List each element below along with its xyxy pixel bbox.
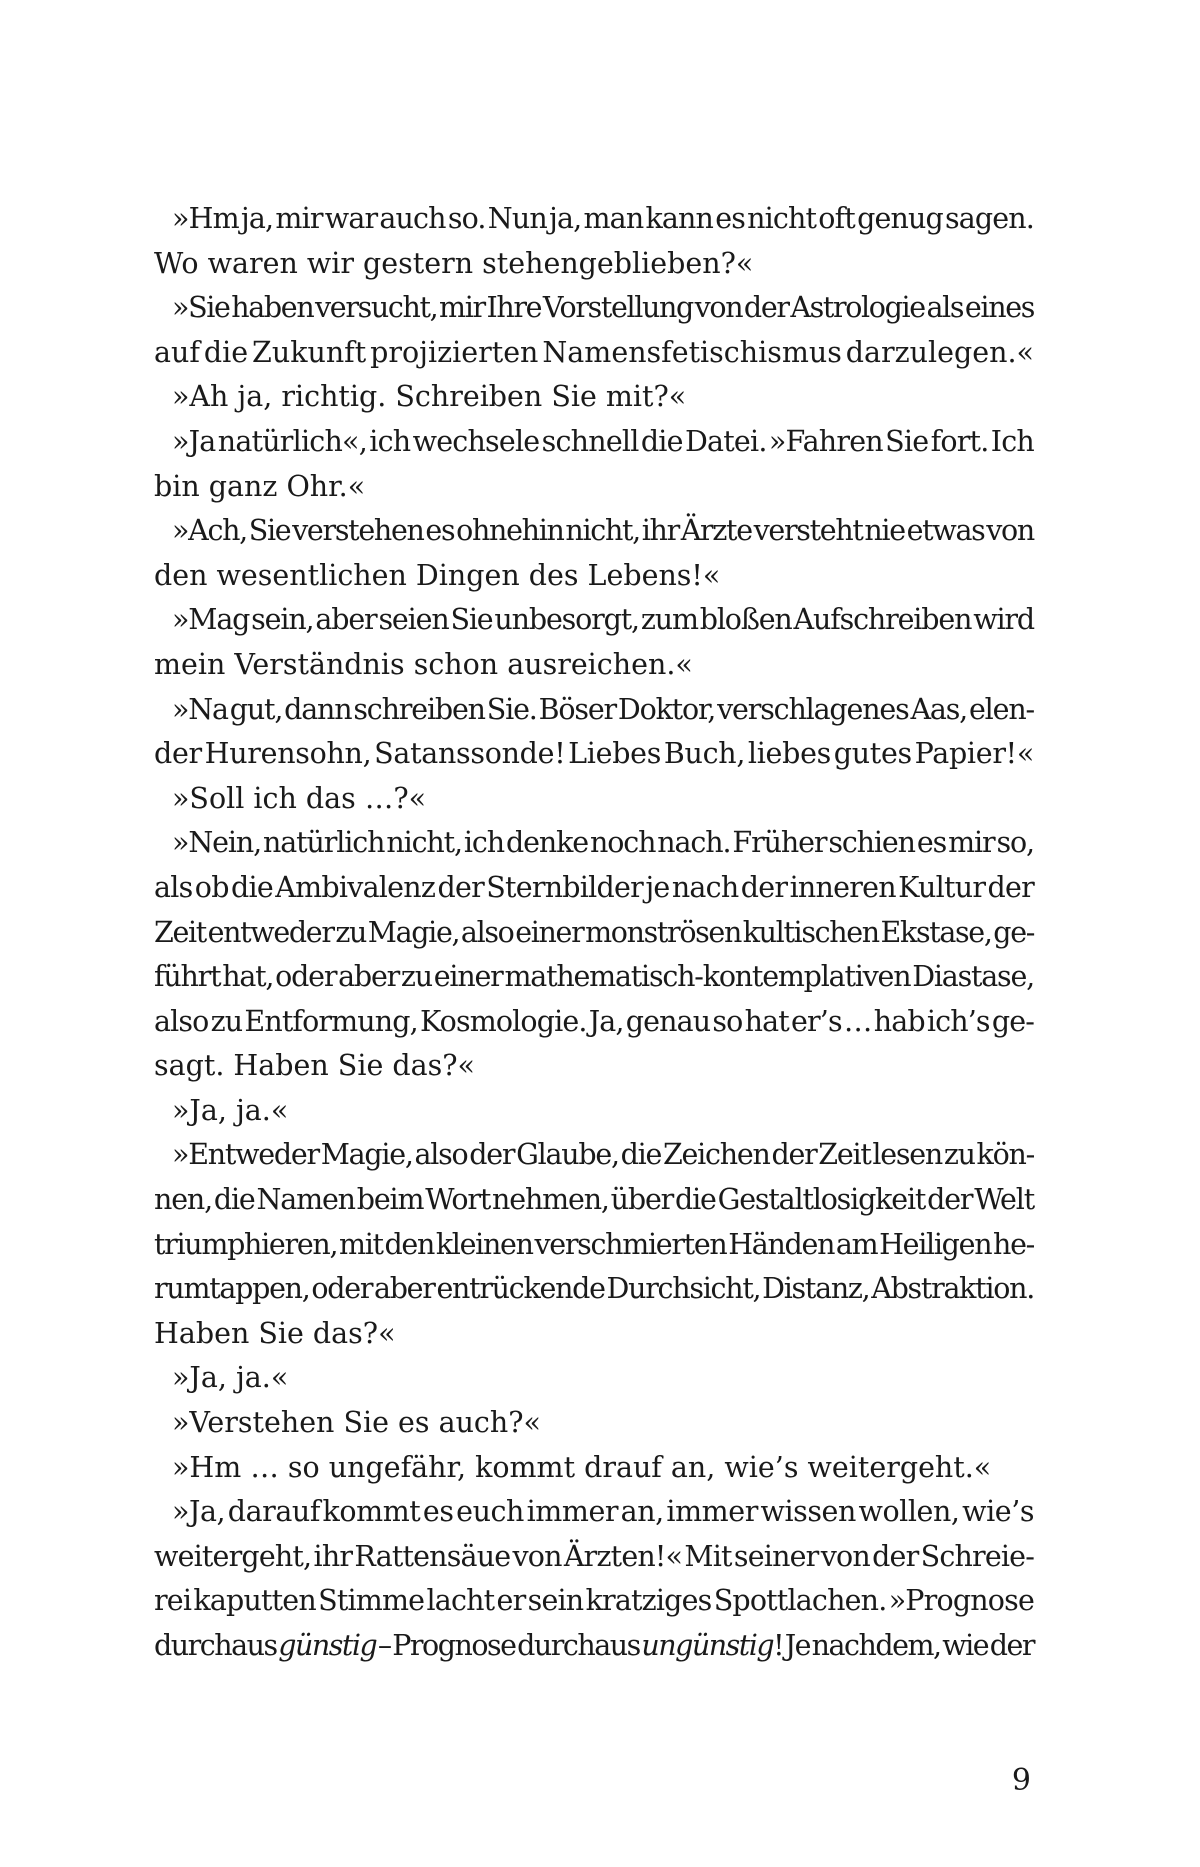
text-line	[154, 777, 1034, 822]
text-segment: Wo waren wir gestern stehengeblieben?«	[154, 246, 754, 280]
text-segment: mein Verständnis schon ausreichen.«	[154, 647, 693, 681]
text-line	[154, 1044, 1034, 1089]
text-segment: rumtappen, oder aber entrückende Durchsicht, Distanz, Abstraktion.	[154, 1272, 1034, 1306]
text-line	[154, 1133, 1034, 1178]
text-line	[154, 1178, 1034, 1223]
text-segment: also zu Entformung, Kosmologie. Ja, genau so hat er’s … hab ich’s ge-	[154, 1004, 1034, 1038]
text-segment: den wesentlichen Dingen des Lebens!«	[154, 558, 721, 592]
page-number: 9	[1011, 1763, 1031, 1798]
emphasized-text: günstig	[278, 1629, 377, 1662]
text-segment: »Hm ja, mir war auch so. Nun ja, man kann es nicht oft genug sagen.	[172, 202, 1034, 235]
body-text	[154, 197, 1034, 1669]
text-line	[154, 821, 1034, 866]
text-line	[154, 598, 1034, 643]
text-segment: »Nein, natürlich nicht, ich denke noch nach. Früher schien es mir so,	[172, 826, 1034, 860]
text-segment: sagt. Haben Sie das?«	[154, 1049, 475, 1083]
text-segment: führt hat, oder aber zu einer mathematisch-kontemplativen Diastase,	[154, 960, 1035, 994]
text-line	[154, 1267, 1034, 1312]
text-segment: »Entweder Magie, also der Glaube, die Zeichen der Zeit lesen zu kön-	[172, 1138, 1034, 1172]
text-segment: »Ah ja, richtig. Schreiben Sie mit?«	[172, 380, 687, 414]
text-segment: bin ganz Ohr.«	[154, 469, 366, 503]
text-segment: »Verstehen Sie es auch?«	[172, 1406, 541, 1440]
text-segment: »Sie haben versucht, mir Ihre Vorstellung von der Astrologie als eines	[172, 291, 1034, 325]
text-line	[154, 688, 1034, 733]
emphasized-text: ungünstig	[641, 1629, 774, 1662]
text-line	[154, 732, 1034, 777]
text-segment: Zeit entweder zu Magie, also einer monströsen kultischen Ekstase, ge-	[154, 915, 1035, 949]
text-line	[154, 1446, 1034, 1491]
text-line	[154, 1223, 1034, 1268]
text-segment: »Ja natürlich«, ich wechsele schnell die Datei. »Fahren Sie fort. Ich	[172, 424, 1035, 458]
text-line	[154, 1000, 1034, 1045]
text-segment: der Hurensohn, Satanssonde! Liebes Buch, liebes gutes Papier!«	[154, 737, 1034, 771]
text-segment: »Ach, Sie verstehen es ohnehin nicht, ihr Ärzte versteht nie etwas von	[172, 514, 1034, 548]
text-segment: – Prognose durchaus	[376, 1629, 642, 1662]
text-line	[154, 643, 1034, 688]
text-line	[154, 1535, 1034, 1580]
text-segment: »Ja, darauf kommt es euch immer an, immer wissen wollen, wie’s	[172, 1495, 1035, 1529]
text-line	[154, 1089, 1034, 1134]
text-line	[154, 1624, 1034, 1669]
text-segment: »Soll ich das …?«	[172, 781, 427, 815]
text-line	[154, 866, 1034, 911]
text-line	[154, 242, 1034, 287]
text-segment: als ob die Ambivalenz der Sternbilder je nach der inneren Kultur der	[154, 870, 1034, 904]
text-line	[154, 465, 1034, 510]
text-segment: durchaus	[154, 1629, 279, 1662]
text-segment: weitergeht, ihr Rattensäue von Ärzten!« Mit seiner von der Schreie-	[154, 1539, 1035, 1573]
text-segment: »Ja, ja.«	[172, 1361, 289, 1395]
text-line	[154, 1401, 1034, 1446]
text-segment: Haben Sie das?«	[154, 1316, 396, 1350]
text-segment: rei kaputten Stimme lacht er sein kratziges Spottlachen. »Prognose	[154, 1584, 1034, 1618]
text-segment: nen, die Namen beim Wort nehmen, über die Gestaltlosigkeit der Welt	[154, 1183, 1034, 1217]
text-segment: »Hm … so ungefähr, kommt drauf an, wie’s weitergeht.«	[172, 1450, 992, 1484]
text-line	[154, 331, 1034, 376]
text-segment: »Mag sein, aber seien Sie unbesorgt, zum bloßen Aufschreiben wird	[172, 603, 1035, 637]
text-line	[154, 1356, 1034, 1401]
text-segment: ! Je nachdem, wie der	[773, 1629, 1035, 1662]
text-line	[154, 1579, 1034, 1624]
text-line	[154, 420, 1034, 465]
text-segment: triumphieren, mit den kleinen verschmierten Händen am Heiligen he-	[154, 1227, 1034, 1261]
text-line	[154, 1490, 1034, 1535]
text-line	[154, 554, 1034, 599]
text-line	[154, 1312, 1034, 1357]
text-line	[154, 375, 1034, 420]
text-line	[154, 509, 1034, 554]
text-segment: »Na gut, dann schreiben Sie. Böser Doktor, verschlagenes Aas, elen-	[172, 692, 1034, 726]
text-line	[154, 955, 1034, 1000]
text-line	[154, 911, 1034, 956]
text-segment: »Ja, ja.«	[172, 1093, 289, 1127]
text-segment: auf die Zukunft projizierten Namensfetischismus darzulegen.«	[154, 335, 1034, 369]
text-line	[154, 197, 1034, 242]
text-line	[154, 286, 1034, 331]
